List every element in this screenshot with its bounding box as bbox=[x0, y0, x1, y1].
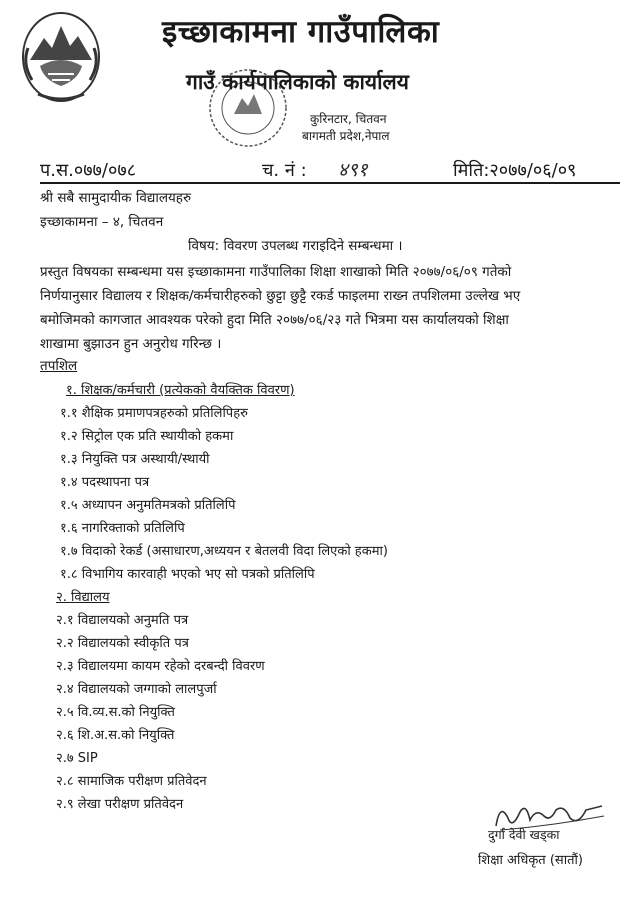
recipient-line-1: श्री सबै सामुदायीक विद्यालयहरु bbox=[40, 190, 192, 206]
chalani-number: ४९१ bbox=[338, 159, 368, 181]
list-item: २.४ विद्यालयको जग्गाको लालपुर्जा bbox=[56, 682, 217, 697]
section-1-heading: १. शिक्षक/कर्मचारी (प्रत्येकको वैयक्तिक विवरण) bbox=[66, 383, 295, 398]
address-line-2: बागमती प्रदेश,नेपाल bbox=[302, 129, 390, 143]
office-name: गाउँ कार्यपालिकाको कार्यालय bbox=[186, 70, 409, 94]
body-line: शाखामा बुझाउन हुन अनुरोध गरिन्छ । bbox=[40, 336, 222, 352]
chalani-label: च. नं : bbox=[262, 160, 307, 181]
list-item: १.६ नागरिक्ताको प्रतिलिपि bbox=[60, 521, 185, 536]
list-item: २.८ सामाजिक परीक्षण प्रतिवेदन bbox=[56, 774, 207, 789]
body-line: प्रस्तुत विषयका सम्बन्धमा यस इच्छाकामना गाउँपालिका शिक्षा शाखाको मिति २०७७/०६/०९ गतेको bbox=[40, 264, 512, 280]
list-item: १.३ नियुक्ति पत्र अस्थायी/स्थायी bbox=[60, 452, 210, 467]
details-heading: तपशिल bbox=[40, 358, 78, 374]
list-item: २.२ विद्यालयको स्वीकृति पत्र bbox=[56, 636, 189, 651]
reference-bar bbox=[40, 156, 620, 184]
list-item: २.७ SIP bbox=[56, 751, 98, 766]
list-item: २.१ विद्यालयको अनुमति पत्र bbox=[56, 613, 189, 628]
list-item: १.२ सिट्रोल एक प्रति स्थायीको हकमा bbox=[60, 429, 234, 444]
letter-subject: विषय: विवरण उपलब्ध गराइदिने सम्बन्धमा । bbox=[188, 238, 403, 254]
body-line: निर्णयानुसार विद्यालय र शिक्षक/कर्मचारीहरुको छुट्टा छुट्टै रकर्ड फाइलमा राख्न तपशिलमा उल्लेख भए bbox=[40, 288, 521, 304]
list-item: १.५ अध्यापन अनुमतिमत्रको प्रतिलिपि bbox=[60, 498, 236, 513]
list-item: १.४ पदस्थापना पत्र bbox=[60, 475, 150, 490]
list-item: १.८ विभागिय कारवाही भएको भए सो पत्रको प्रतिलिपि bbox=[60, 567, 315, 582]
nepal-government-emblem-icon bbox=[18, 8, 104, 106]
patra-sankhya: प.स.०७७/०७८ bbox=[40, 160, 137, 181]
list-item: २.५ वि.व्य.स.को नियुक्ति bbox=[56, 705, 175, 720]
signatory-title: शिक्षा अधिकृत (सातौं) bbox=[478, 853, 583, 868]
recipient-line-2: इच्छाकामना – ४, चितवन bbox=[40, 214, 164, 230]
address-line-1: कुरिनटार, चितवन bbox=[310, 112, 387, 126]
list-item: १.१ शैक्षिक प्रमाणपत्रहरुको प्रतिलिपिहरु bbox=[60, 406, 248, 421]
list-item: २.६ शि.अ.स.को नियुक्ति bbox=[56, 728, 175, 743]
list-item: २.९ लेखा परीक्षण प्रतिवेदन bbox=[56, 797, 184, 812]
organization-name: इच्छाकामना गाउँपालिका bbox=[162, 14, 440, 50]
letter-date: मिति:२०७७/०६/०९ bbox=[453, 160, 577, 181]
signatory-name: दुर्गा देवी खड्का bbox=[488, 827, 560, 842]
list-item: २.३ विद्यालयमा कायम रहेको दरबन्दी विवरण bbox=[56, 659, 265, 674]
list-item: १.७ विदाको रेकर्ड (असाधारण,अध्ययन र बेतलवी विदा लिएको हकमा) bbox=[60, 544, 388, 559]
body-line: बमोजिमको कागजात आवश्यक परेको हुदा मिति २०७७/०६/२३ गते भित्रमा यस कार्यालयको शिक्षा bbox=[40, 312, 509, 328]
section-2-heading: २. विद्यालय bbox=[56, 590, 110, 605]
